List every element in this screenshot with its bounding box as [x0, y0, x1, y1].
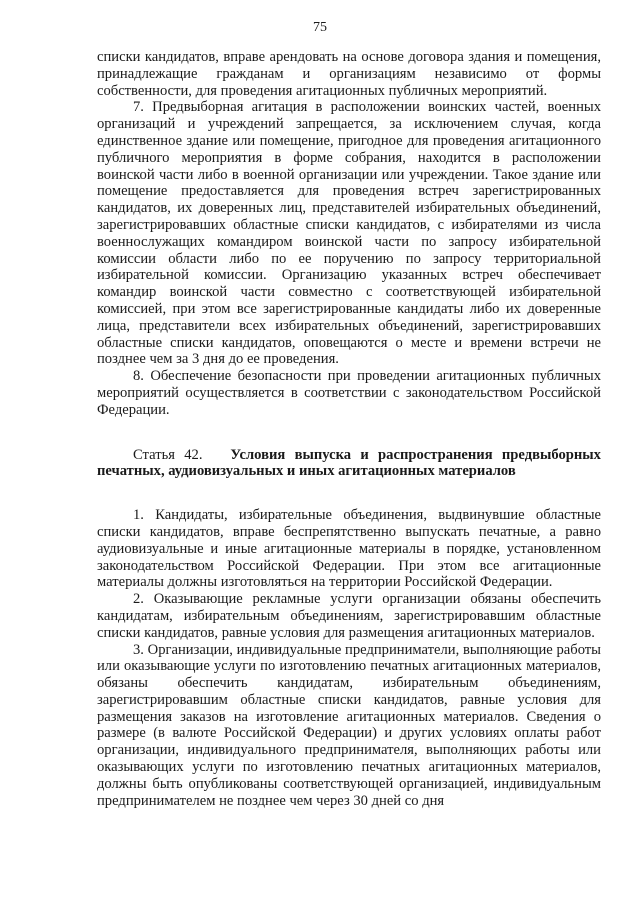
article-label: Статья 42. [133, 446, 203, 463]
paragraph-item-3: 3. Организации, индивидуальные предприниматели, выполняющие работы или оказывающие услуги по изготовлению печатных агитационных материалов, обязаны обеспечить кандидатам, избирательным объединениям, зарегистрировавшим областные списки кандидатов, равные условия для размещения заказов на изготовление агитационных материалов. Сведения о размере (в валюте Российской Федерации) и других условиях оплаты работ организации, индивидуального предпринимателя, выполняющих работы или оказывающих услуги по изготовлению печатных агитационных материалов, должны быть опубликованы соответствующей организацией, индивидуальным предпринимателем не позднее чем через 30 дней со дня [97, 641, 601, 809]
article-heading [97, 447, 601, 481]
page-number: 75 [313, 20, 327, 35]
document-body [97, 49, 601, 809]
paragraph-item-7: 7. Предвыборная агитация в расположении воинских частей, военных организаций и учреждений запрещается, за исключением случая, когда единственное здание или помещение, пригодное для проведения агитационного публичного мероприятия в форме собрания, находится в расположении воинской части либо в военной организации или учреждении. Такое здание или помещение предоставляется для проведения встреч зарегистрированных кандидатов, их доверенных лиц, представителей избирательных объединений, зарегистрировавших областные списки кандидатов, с избирателями из числа военнослужащих командиром воинской части по запросу избирательной комиссии области либо по ее поручению по запросу территориальной избирательной комиссии. Организацию указанных встреч обеспечивает командир воинской части совместно с соответствующей избирательной комиссией, при этом все зарегистрированные кандидаты либо их доверенные лица, представители всех избирательных объединений, зарегистрировавших областные списки кандидатов, оповещаются о месте и времени встречи не позднее чем за 3 дня до ее проведения. [97, 99, 601, 368]
paragraph-item-2: 2. Оказывающие рекламные услуги организации обязаны обеспечить кандидатам, избирательным объединениям, зарегистрировавшим областные списки кандидатов, равные условия для размещения агитационных материалов. [97, 591, 601, 641]
article-title: Условия выпуска и распространения предвыборных печатных, аудиовизуальных и иных агитационных материалов [97, 446, 601, 480]
paragraph-continuation: списки кандидатов, вправе арендовать на основе договора здания и помещения, принадлежащие гражданам и организациям независимо от формы собственности, для проведения агитационных публичных мероприятий. [97, 49, 601, 99]
paragraph-item-1: 1. Кандидаты, избирательные объединения, выдвинувшие областные списки кандидатов, вправе беспрепятственно выпускать печатные, а равно аудиовизуальные и иные агитационные материалы в порядке, установленном законодательством Российской Федерации. При этом все агитационные материалы должны изготовляться на территории Российской Федерации. [97, 507, 601, 591]
paragraph-item-8: 8. Обеспечение безопасности при проведении агитационных публичных мероприятий осуществляется в соответствии с законодательством Российской Федерации. [97, 368, 601, 418]
